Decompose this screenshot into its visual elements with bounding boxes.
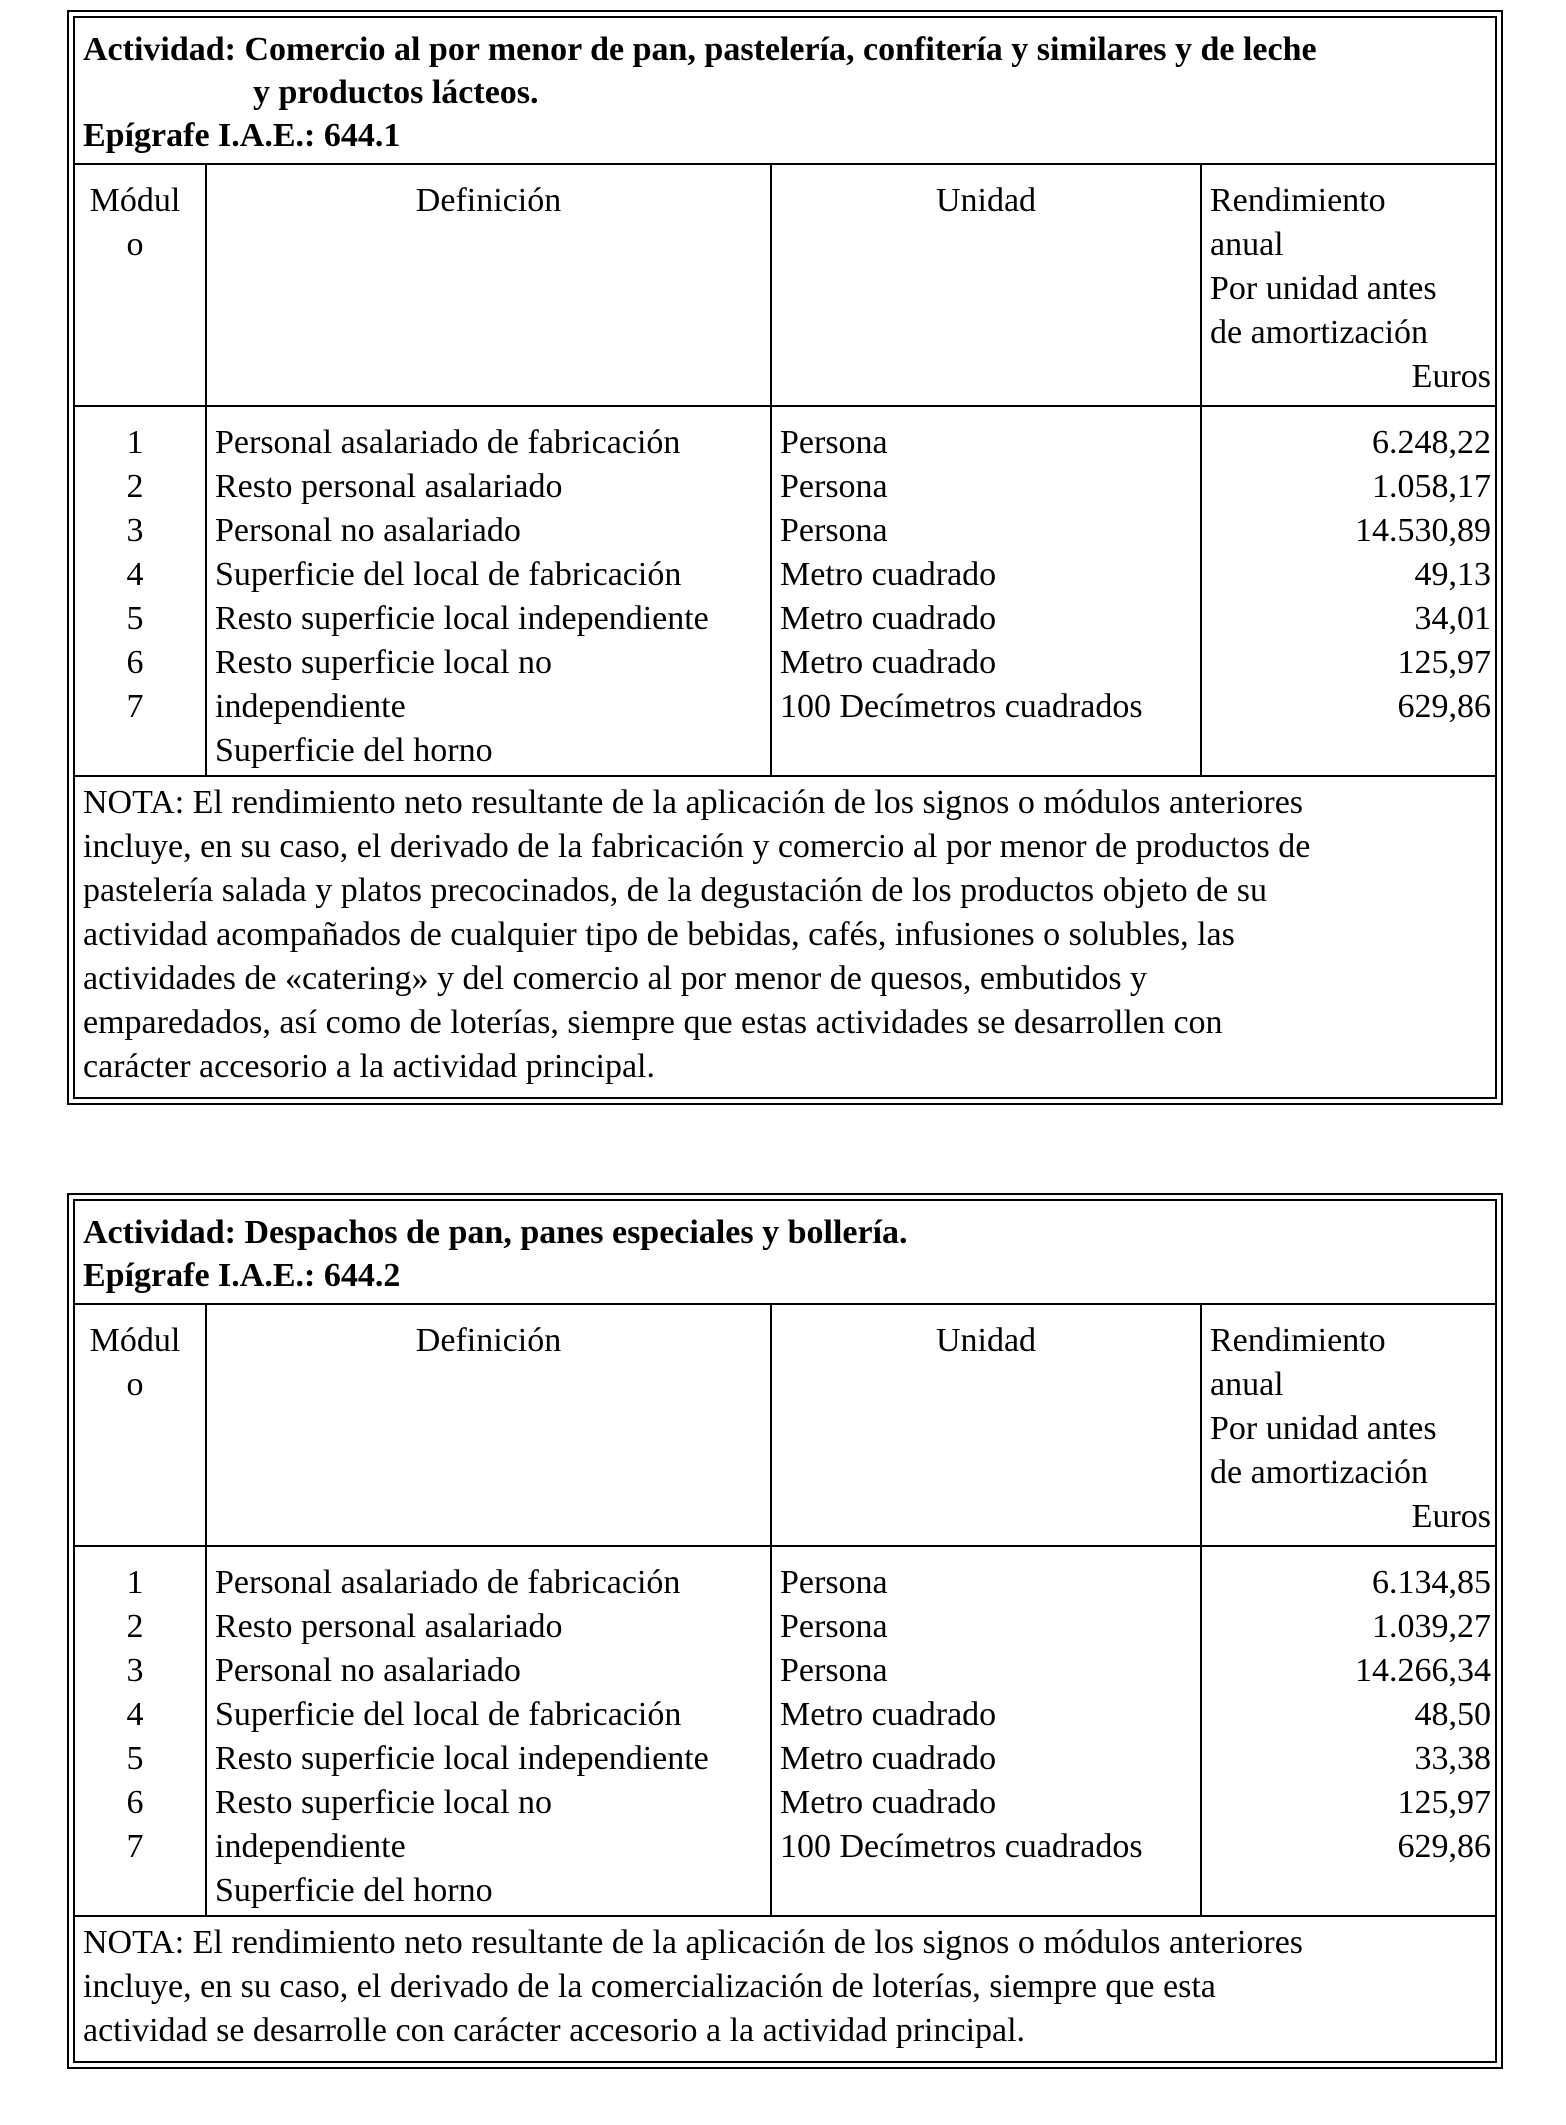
table-row-rend: 1.039,27 — [1372, 1608, 1491, 1645]
table-row-uni: Persona — [780, 512, 888, 549]
table-row-def: Resto superficie local no — [215, 1784, 553, 1821]
unidad-column — [770, 1547, 1200, 1915]
table-row-rend: 629,86 — [1397, 1828, 1491, 1865]
table-644-1 — [67, 10, 1503, 1105]
table-row-uni: Persona — [780, 1608, 888, 1645]
header-rend-l1: Rendimiento — [1210, 1322, 1386, 1359]
table-row-def: Superficie del local de fabricación — [215, 556, 682, 593]
table-row-def: Resto superficie local independiente — [215, 600, 709, 637]
header-rendimiento — [1200, 165, 1495, 405]
table-row-uni: Metro cuadrado — [780, 1696, 997, 1733]
table-row-rend: 125,97 — [1397, 644, 1491, 681]
unidad-column — [770, 407, 1200, 775]
header-rend-l3: Por unidad antes — [1210, 1410, 1437, 1447]
nota-line: emparedados, así como de loterías, siempre que estas actividades se desarrollen con — [83, 1004, 1223, 1041]
table-row-uni: 100 Decímetros cuadrados — [780, 1828, 1143, 1865]
header-modulo-l1: Módul — [89, 1322, 181, 1359]
header-definicion: Definición — [205, 1305, 770, 1545]
header-rend-l4: de amortización — [1210, 1454, 1429, 1491]
header-rend-l5: Euros — [1411, 358, 1491, 395]
table-row-mod: 2 — [126, 468, 144, 505]
table-title — [75, 1201, 1495, 1305]
table-row-def: Personal no asalariado — [215, 1652, 521, 1689]
table-row-def: Resto personal asalariado — [215, 468, 563, 505]
modulo-column — [75, 407, 205, 775]
table-row-mod: 4 — [126, 1696, 144, 1733]
table-row-rend: 14.266,34 — [1355, 1652, 1491, 1689]
table-row-uni: 100 Decímetros cuadrados — [780, 688, 1143, 725]
table-row-def: independiente — [215, 1828, 406, 1865]
table-row-rend: 125,97 — [1397, 1784, 1491, 1821]
table-644-2 — [67, 1193, 1503, 2069]
header-unidad: Unidad — [770, 165, 1200, 405]
table-row-def: Personal no asalariado — [215, 512, 521, 549]
nota-line: actividades de «catering» y del comercio al por menor de quesos, embutidos y — [83, 960, 1148, 997]
header-modulo-l2: o — [126, 1366, 144, 1403]
table-row-mod: 7 — [126, 688, 144, 725]
epigrafe: Epígrafe I.A.E.: 644.2 — [83, 1257, 401, 1294]
table-row-uni: Metro cuadrado — [780, 600, 997, 637]
header-definicion: Definición — [205, 165, 770, 405]
table-row-mod: 1 — [126, 424, 144, 461]
table-row-mod: 5 — [126, 600, 144, 637]
table-header-row — [75, 165, 1495, 407]
table-header-row — [75, 1305, 1495, 1547]
table-inner — [73, 16, 1497, 1099]
table-row-uni: Persona — [780, 424, 888, 461]
table-row-def: Personal asalariado de fabricación — [215, 1564, 681, 1601]
header-modulo — [75, 165, 205, 405]
table-row-def: Superficie del horno — [215, 732, 493, 769]
header-rend-l4: de amortización — [1210, 314, 1429, 351]
nota-line: carácter accesorio a la actividad principal. — [83, 1048, 655, 1085]
table-row-uni: Metro cuadrado — [780, 1740, 997, 1777]
table-row-uni: Metro cuadrado — [780, 644, 997, 681]
table-body — [75, 407, 1495, 775]
header-rend-l1: Rendimiento — [1210, 182, 1386, 219]
nota-line: incluye, en su caso, el derivado de la comercialización de loterías, siempre que esta — [83, 1968, 1216, 2005]
table-row-rend: 33,38 — [1414, 1740, 1491, 1777]
header-rend-l5: Euros — [1411, 1498, 1491, 1535]
actividad-title: Actividad: Despachos de pan, panes especiales y bollería. — [83, 1214, 908, 1251]
table-row-def: Resto personal asalariado — [215, 1608, 563, 1645]
actividad-title-cont: y productos lácteos. — [253, 74, 539, 111]
table-row-mod: 2 — [126, 1608, 144, 1645]
table-row-def: Resto superficie local independiente — [215, 1740, 709, 1777]
header-modulo-l2: o — [126, 226, 144, 263]
table-row-mod: 3 — [126, 1652, 144, 1689]
table-row-rend: 49,13 — [1414, 556, 1491, 593]
nota-text — [75, 1915, 1495, 2061]
epigrafe: Epígrafe I.A.E.: 644.1 — [83, 117, 401, 154]
nota-line: NOTA: El rendimiento neto resultante de la aplicación de los signos o módulos anteriores — [83, 1924, 1304, 1961]
table-row-rend: 629,86 — [1397, 688, 1491, 725]
nota-line: incluye, en su caso, el derivado de la fabricación y comercio al por menor de productos de — [83, 828, 1311, 865]
header-rend-l3: Por unidad antes — [1210, 270, 1437, 307]
table-body — [75, 1547, 1495, 1915]
table-row-uni: Persona — [780, 1652, 888, 1689]
table-row-rend: 1.058,17 — [1372, 468, 1491, 505]
header-modulo-l1: Módul — [89, 182, 181, 219]
table-row-mod: 6 — [126, 644, 144, 681]
nota-line: pastelería salada y platos precocinados, de la degustación de los productos objeto de su — [83, 872, 1267, 909]
table-row-uni: Persona — [780, 468, 888, 505]
table-row-uni: Metro cuadrado — [780, 556, 997, 593]
rendimiento-column — [1200, 407, 1495, 775]
nota-text — [75, 775, 1495, 1097]
header-rendimiento — [1200, 1305, 1495, 1545]
table-row-rend: 48,50 — [1414, 1696, 1491, 1733]
table-row-def: Resto superficie local no — [215, 644, 553, 681]
nota-line: NOTA: El rendimiento neto resultante de la aplicación de los signos o módulos anteriores — [83, 784, 1304, 821]
table-row-uni: Persona — [780, 1564, 888, 1601]
table-inner — [73, 1199, 1497, 2063]
table-row-rend: 6.134,85 — [1372, 1564, 1491, 1601]
definicion-column — [205, 407, 770, 775]
header-rend-l2: anual — [1210, 226, 1284, 263]
table-row-mod: 5 — [126, 1740, 144, 1777]
table-row-def: Personal asalariado de fabricación — [215, 424, 681, 461]
table-row-def: Superficie del horno — [215, 1872, 493, 1909]
table-row-def: independiente — [215, 688, 406, 725]
table-row-rend: 14.530,89 — [1355, 512, 1491, 549]
table-row-rend: 34,01 — [1414, 600, 1491, 637]
header-modulo — [75, 1305, 205, 1545]
table-row-mod: 6 — [126, 1784, 144, 1821]
table-row-mod: 7 — [126, 1828, 144, 1865]
header-unidad: Unidad — [770, 1305, 1200, 1545]
nota-line: actividad se desarrolle con carácter accesorio a la actividad principal. — [83, 2012, 1026, 2049]
table-row-mod: 1 — [126, 1564, 144, 1601]
rendimiento-column — [1200, 1547, 1495, 1915]
table-row-mod: 4 — [126, 556, 144, 593]
table-row-def: Superficie del local de fabricación — [215, 1696, 682, 1733]
table-row-uni: Metro cuadrado — [780, 1784, 997, 1821]
table-row-rend: 6.248,22 — [1372, 424, 1491, 461]
definicion-column — [205, 1547, 770, 1915]
table-row-mod: 3 — [126, 512, 144, 549]
nota-line: actividad acompañados de cualquier tipo de bebidas, cafés, infusiones o solubles, las — [83, 916, 1235, 953]
header-rend-l2: anual — [1210, 1366, 1284, 1403]
modulo-column — [75, 1547, 205, 1915]
actividad-title: Actividad: Comercio al por menor de pan, pastelería, confitería y similares y de leche — [83, 31, 1317, 68]
table-title — [75, 18, 1495, 165]
